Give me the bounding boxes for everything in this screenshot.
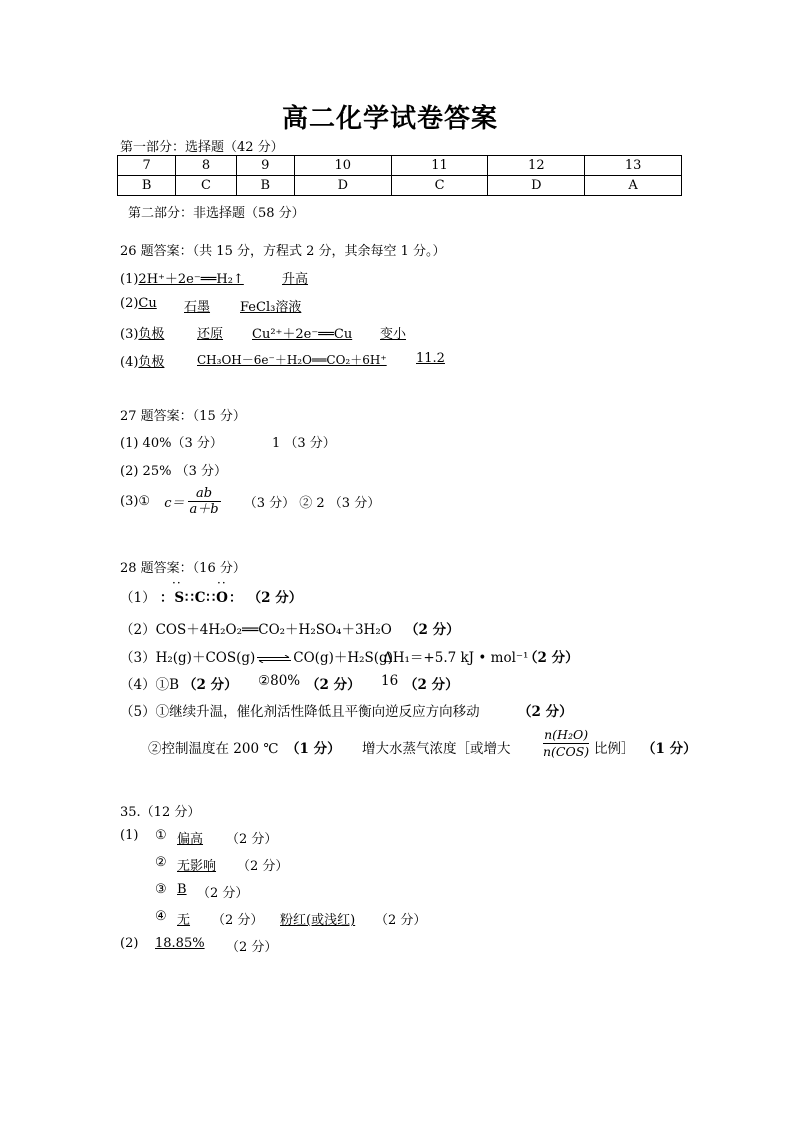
q28-line3 (120, 646, 393, 666)
answer-table (117, 155, 682, 196)
q28-l1-num: （1） (120, 590, 156, 606)
page-title: 高二化学试卷答案 (282, 104, 499, 134)
q26-l2-b: 石墨 (184, 300, 211, 315)
q28-l2-num: （2） (120, 622, 156, 638)
q28-line5 (120, 700, 480, 720)
q35-i2-mark: ② (155, 855, 167, 870)
table-cell-number: 12 (488, 156, 585, 176)
q35-i3-score: （2 分） (197, 886, 249, 901)
q26-l2-num: (2) (120, 296, 139, 311)
q27-heading: 27 题答案：（15 分） (120, 409, 246, 424)
table-cell-answer: C (391, 176, 488, 196)
fraction-denominator: a＋b (189, 502, 219, 517)
q28-l4-b-score: （2 分） (306, 677, 361, 693)
q27-line1-b: 1 （3 分） (272, 436, 336, 451)
q35-l1-num: (1) (120, 828, 139, 843)
q26-l3-b: 还原 (197, 327, 224, 342)
q28-l1-dots: ·· (172, 576, 182, 590)
q35-i1-mark: ① (155, 828, 167, 843)
table-cell-number: 9 (236, 156, 294, 176)
q28-l5-d: 比例］ (594, 741, 635, 757)
q28-l4-c: 16 (381, 673, 399, 689)
q26-l1-num: (1) (120, 272, 139, 287)
q35-l2-score: （2 分） (226, 940, 278, 955)
q28-l5-d-score: （1 分） (642, 741, 697, 757)
q35-i3-ans: B (177, 882, 187, 897)
table-cell-number: 8 (176, 156, 236, 176)
q27-line3 (120, 486, 380, 517)
table-row (118, 176, 682, 196)
fraction-denominator: n(COS) (543, 744, 590, 759)
equilibrium-arrow-icon (257, 655, 291, 663)
q28-l5-b-score: （1 分） (286, 741, 341, 757)
q27-line1: (1) 40%（3 分） (120, 436, 223, 451)
q26-line1 (120, 268, 244, 287)
q27-l3-c: c＝ (164, 496, 185, 511)
q35-i4-ans: 无 (177, 913, 191, 928)
fraction-numerator: ab (188, 486, 221, 502)
q28-l1-score: （2 分） (247, 590, 303, 606)
table-cell-answer: A (585, 176, 682, 196)
q28-l5-c: 增大水蒸气浓度［或增大 (362, 741, 511, 757)
q28-line2 (120, 618, 392, 638)
q28-l3-right: CO(g)＋H₂S(g) (293, 650, 393, 666)
q35-i4-score: （2 分） (212, 913, 264, 928)
q28-l5-a-score: （2 分） (518, 704, 573, 720)
q26-line3 (120, 323, 164, 342)
q35-l2-ans: 18.85% (155, 936, 205, 951)
q35-i2-ans: 无影响 (177, 859, 217, 874)
part2-heading: 第二部分：非选择题（58 分） (128, 206, 305, 221)
q28-l5-num: （5） (120, 704, 156, 720)
q35-i2-score: （2 分） (237, 859, 289, 874)
q27-l3-score: （3 分） ② 2 （3 分） (243, 496, 381, 511)
q26-line2 (120, 296, 157, 311)
q26-l2-c: FeCl₃溶液 (240, 300, 302, 315)
q35-i4-mark: ④ (155, 909, 167, 924)
q26-heading: 26 题答案：（共 15 分，方程式 2 分，其余每空 1 分。） (120, 244, 446, 259)
table-cell-answer: D (488, 176, 585, 196)
q27-l3-num: (3)① (120, 494, 151, 509)
q28-heading: 28 题答案：（16 分） (120, 561, 246, 576)
q28-l3-score: （2 分） (524, 650, 579, 666)
q28-l2-eq: COS＋4H₂O₂══CO₂＋H₂SO₄＋3H₂O (155, 622, 392, 638)
q28-l4-b: ②80% (258, 673, 301, 689)
q26-l4-c: 11.2 (416, 351, 445, 366)
q26-l3-c: Cu²⁺＋2e⁻══Cu (252, 327, 353, 342)
q28-l3-dh: ΔH₁＝+5.7 kJ • mol⁻¹ (383, 650, 529, 666)
q26-l3-d: 变小 (380, 327, 407, 342)
q28-l2-score: （2 分） (405, 622, 460, 638)
q26-line4 (120, 351, 164, 370)
q27-line2: (2) 25% （3 分） (120, 464, 227, 479)
q28-l1-dots2: ·· (217, 576, 227, 590)
q28-l4-a: ①B (155, 677, 180, 693)
q27-fraction (188, 486, 221, 517)
table-row (118, 156, 682, 176)
q28-l5-b: ②控制温度在 200 ℃ (148, 741, 279, 757)
q26-l2-a: Cu (138, 296, 157, 311)
q28-l4-c-score: （2 分） (404, 677, 459, 693)
q35-i3-mark: ③ (155, 882, 167, 897)
table-cell-number: 10 (294, 156, 391, 176)
table-cell-answer: B (236, 176, 294, 196)
q35-i1-score: （2 分） (226, 832, 278, 847)
q26-l4-b: CH₃OH－6e⁻＋H₂O══CO₂＋6H⁺ (197, 353, 387, 367)
q26-l4-a: 负极 (138, 355, 165, 370)
q35-heading: 35.（12 分） (120, 805, 201, 820)
part1-heading: 第一部分：选择题（42 分） (120, 140, 284, 155)
table-cell-answer: B (118, 176, 176, 196)
q28-line1 (120, 586, 302, 606)
q26-l4-num: (4) (120, 355, 139, 370)
q28-l3-left: H₂(g)＋COS(g) (155, 650, 256, 666)
q35-i1-ans: 偏高 (177, 832, 204, 847)
table-cell-number: 7 (118, 156, 176, 176)
q35-i4-ans2: 粉红(或浅红) (280, 913, 356, 928)
fraction-numerator: n(H₂O) (544, 727, 589, 742)
table-cell-number: 13 (585, 156, 682, 176)
table-cell-answer: C (176, 176, 236, 196)
q28-l5-fraction (543, 727, 589, 760)
table-cell-answer: D (294, 176, 391, 196)
q35-l2-num: (2) (120, 936, 139, 951)
q35-i4-score2: （2 分） (375, 913, 427, 928)
q28-l1-structure: ：S∷C∷O： (159, 590, 244, 606)
q26-l3-a: 负极 (138, 327, 165, 342)
q26-l1-eq: 2H⁺＋2e⁻══H₂↑ (138, 272, 244, 287)
q28-l3-num: （3） (120, 650, 156, 666)
q26-l3-num: (3) (120, 327, 139, 342)
q28-l5-a: ①继续升温，催化剂活性降低且平衡向逆反应方向移动 (155, 704, 480, 720)
q28-line4 (120, 673, 179, 693)
q28-l4-num: （4） (120, 677, 156, 693)
q28-l4-a-score: （2 分） (183, 677, 238, 693)
table-cell-number: 11 (391, 156, 488, 176)
q26-l1-b: 升高 (282, 272, 309, 287)
